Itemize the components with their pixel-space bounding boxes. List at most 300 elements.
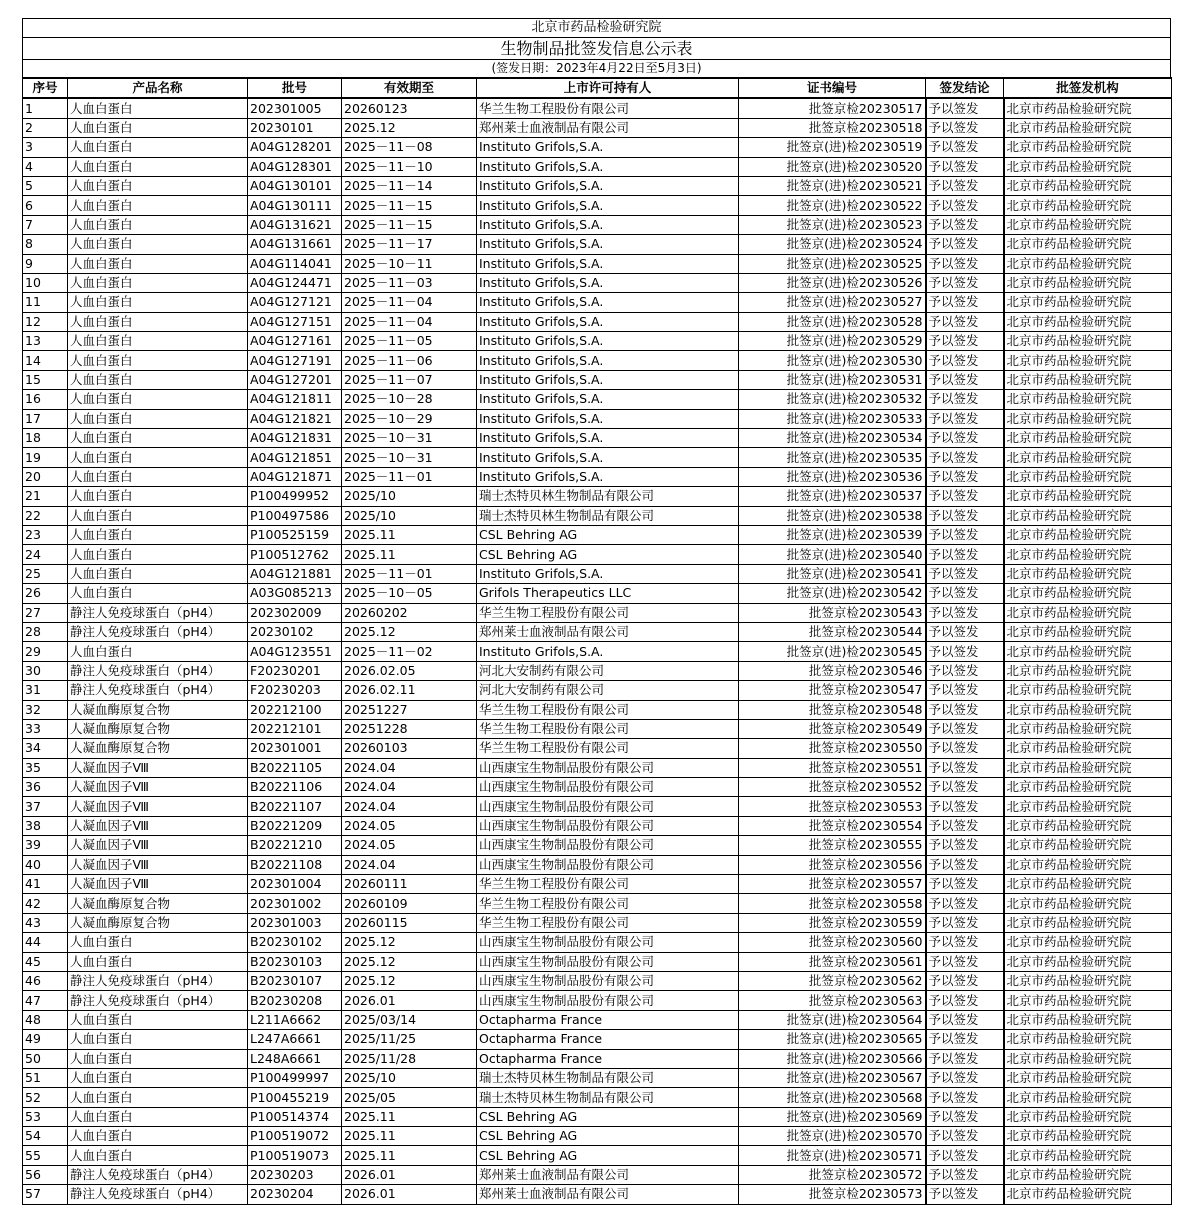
license-holder: Instituto Grifols,S.A. bbox=[477, 235, 739, 254]
table-row bbox=[23, 1049, 1172, 1068]
row-index: 11 bbox=[23, 293, 68, 312]
header-index: 序号 bbox=[23, 78, 68, 98]
certificate-number: 批签京检20230563 bbox=[739, 991, 926, 1010]
certificate-number: 批签京(进)检20230532 bbox=[739, 390, 926, 409]
release-agency: 北京市药品检验研究院 bbox=[1004, 1030, 1172, 1049]
table-row bbox=[23, 778, 1172, 797]
license-holder: 山西康宝生物制品股份有限公司 bbox=[477, 816, 739, 835]
row-index: 2 bbox=[23, 118, 68, 137]
release-conclusion: 予以签发 bbox=[926, 836, 1004, 855]
table-row bbox=[23, 332, 1172, 351]
table-row bbox=[23, 661, 1172, 680]
expiry-date: 2025－11－06 bbox=[342, 351, 477, 370]
batch-number: L211A6662 bbox=[248, 1010, 342, 1029]
row-index: 52 bbox=[23, 1088, 68, 1107]
release-agency: 北京市药品检验研究院 bbox=[1004, 1127, 1172, 1146]
table-row bbox=[23, 642, 1172, 661]
batch-number: A04G131661 bbox=[248, 235, 342, 254]
header-batch: 批号 bbox=[248, 78, 342, 98]
expiry-date: 20260123 bbox=[342, 98, 477, 118]
release-agency: 北京市药品检验研究院 bbox=[1004, 273, 1172, 292]
product-name: 人血白蛋白 bbox=[68, 293, 248, 312]
table-row bbox=[23, 429, 1172, 448]
row-index: 7 bbox=[23, 215, 68, 234]
row-index: 24 bbox=[23, 545, 68, 564]
batch-number: B20230208 bbox=[248, 991, 342, 1010]
license-holder: Instituto Grifols,S.A. bbox=[477, 312, 739, 331]
batch-number: 20230101 bbox=[248, 118, 342, 137]
certificate-number: 批签京(进)检20230540 bbox=[739, 545, 926, 564]
batch-number: A04G128201 bbox=[248, 138, 342, 157]
product-name: 人血白蛋白 bbox=[68, 584, 248, 603]
expiry-date: 20260115 bbox=[342, 913, 477, 932]
expiry-date: 2025/11/28 bbox=[342, 1049, 477, 1068]
release-conclusion: 予以签发 bbox=[926, 642, 1004, 661]
certificate-number: 批签京(进)检20230527 bbox=[739, 293, 926, 312]
license-holder: CSL Behring AG bbox=[477, 1146, 739, 1165]
certificate-number: 批签京(进)检20230528 bbox=[739, 312, 926, 331]
certificate-number: 批签京(进)检20230564 bbox=[739, 1010, 926, 1029]
expiry-date: 20251227 bbox=[342, 700, 477, 719]
release-conclusion: 予以签发 bbox=[926, 855, 1004, 874]
license-holder: CSL Behring AG bbox=[477, 1127, 739, 1146]
release-conclusion: 予以签发 bbox=[926, 1146, 1004, 1165]
table-row bbox=[23, 1146, 1172, 1165]
license-holder: Instituto Grifols,S.A. bbox=[477, 642, 739, 661]
product-name: 人凝血酶原复合物 bbox=[68, 700, 248, 719]
release-agency: 北京市药品检验研究院 bbox=[1004, 1049, 1172, 1068]
table-row bbox=[23, 875, 1172, 894]
product-name: 人血白蛋白 bbox=[68, 564, 248, 583]
row-index: 39 bbox=[23, 836, 68, 855]
batch-number: 202301003 bbox=[248, 913, 342, 932]
release-agency: 北京市药品检验研究院 bbox=[1004, 952, 1172, 971]
expiry-date: 2025.11 bbox=[342, 1127, 477, 1146]
row-index: 1 bbox=[23, 98, 68, 118]
table-row bbox=[23, 98, 1172, 118]
table-row bbox=[23, 273, 1172, 292]
batch-number: A04G127161 bbox=[248, 332, 342, 351]
table-row bbox=[23, 894, 1172, 913]
batch-number: 20230204 bbox=[248, 1185, 342, 1204]
release-conclusion: 予以签发 bbox=[926, 332, 1004, 351]
certificate-number: 批签京(进)检20230533 bbox=[739, 409, 926, 428]
release-conclusion: 予以签发 bbox=[926, 1030, 1004, 1049]
row-index: 25 bbox=[23, 564, 68, 583]
expiry-date: 2025－10－31 bbox=[342, 448, 477, 467]
expiry-date: 2025－11－04 bbox=[342, 293, 477, 312]
row-index: 18 bbox=[23, 429, 68, 448]
certificate-number: 批签京检20230555 bbox=[739, 836, 926, 855]
table-row bbox=[23, 952, 1172, 971]
expiry-date: 2025－11－04 bbox=[342, 312, 477, 331]
table-row bbox=[23, 1068, 1172, 1087]
batch-number: B20221107 bbox=[248, 797, 342, 816]
batch-number: B20221108 bbox=[248, 855, 342, 874]
row-index: 57 bbox=[23, 1185, 68, 1204]
license-holder: Instituto Grifols,S.A. bbox=[477, 176, 739, 195]
table-row bbox=[23, 836, 1172, 855]
release-conclusion: 予以签发 bbox=[926, 739, 1004, 758]
release-conclusion: 予以签发 bbox=[926, 933, 1004, 952]
row-index: 37 bbox=[23, 797, 68, 816]
expiry-date: 2025－11－17 bbox=[342, 235, 477, 254]
product-name: 人血白蛋白 bbox=[68, 467, 248, 486]
row-index: 15 bbox=[23, 370, 68, 389]
license-holder: 郑州莱士血液制品有限公司 bbox=[477, 622, 739, 641]
product-name: 人凝血因子Ⅷ bbox=[68, 836, 248, 855]
release-agency: 北京市药品检验研究院 bbox=[1004, 487, 1172, 506]
table-row bbox=[23, 390, 1172, 409]
release-agency: 北京市药品检验研究院 bbox=[1004, 293, 1172, 312]
batch-number: P100525159 bbox=[248, 525, 342, 544]
table-row bbox=[23, 816, 1172, 835]
certificate-number: 批签京检20230556 bbox=[739, 855, 926, 874]
product-name: 人血白蛋白 bbox=[68, 429, 248, 448]
release-conclusion: 予以签发 bbox=[926, 797, 1004, 816]
expiry-date: 20251228 bbox=[342, 719, 477, 738]
expiry-date: 2025/10 bbox=[342, 487, 477, 506]
batch-number: 202302009 bbox=[248, 603, 342, 622]
license-holder: 山西康宝生物制品股份有限公司 bbox=[477, 971, 739, 990]
certificate-number: 批签京(进)检20230531 bbox=[739, 370, 926, 389]
table-row bbox=[23, 118, 1172, 137]
expiry-date: 2025－11－02 bbox=[342, 642, 477, 661]
release-conclusion: 予以签发 bbox=[926, 622, 1004, 641]
license-holder: Instituto Grifols,S.A. bbox=[477, 332, 739, 351]
expiry-date: 20260111 bbox=[342, 875, 477, 894]
product-name: 人凝血酶原复合物 bbox=[68, 913, 248, 932]
expiry-date: 2024.04 bbox=[342, 778, 477, 797]
release-conclusion: 予以签发 bbox=[926, 564, 1004, 583]
product-name: 人凝血因子Ⅷ bbox=[68, 855, 248, 874]
product-name: 静注人免疫球蛋白（pH4） bbox=[68, 1185, 248, 1204]
product-name: 人血白蛋白 bbox=[68, 98, 248, 118]
product-name: 人血白蛋白 bbox=[68, 235, 248, 254]
table-row bbox=[23, 933, 1172, 952]
release-conclusion: 予以签发 bbox=[926, 138, 1004, 157]
certificate-number: 批签京检20230550 bbox=[739, 739, 926, 758]
release-conclusion: 予以签发 bbox=[926, 971, 1004, 990]
table-row bbox=[23, 681, 1172, 700]
product-name: 人血白蛋白 bbox=[68, 1049, 248, 1068]
row-index: 6 bbox=[23, 196, 68, 215]
row-index: 44 bbox=[23, 933, 68, 952]
expiry-date: 2025.12 bbox=[342, 118, 477, 137]
batch-number: A04G127191 bbox=[248, 351, 342, 370]
release-conclusion: 予以签发 bbox=[926, 584, 1004, 603]
table-row bbox=[23, 1010, 1172, 1029]
license-holder: 山西康宝生物制品股份有限公司 bbox=[477, 855, 739, 874]
row-index: 55 bbox=[23, 1146, 68, 1165]
expiry-date: 2026.01 bbox=[342, 1165, 477, 1184]
table-row bbox=[23, 448, 1172, 467]
row-index: 3 bbox=[23, 138, 68, 157]
header-conclusion: 签发结论 bbox=[926, 78, 1004, 98]
expiry-date: 2026.01 bbox=[342, 991, 477, 1010]
release-agency: 北京市药品检验研究院 bbox=[1004, 719, 1172, 738]
release-conclusion: 予以签发 bbox=[926, 952, 1004, 971]
table-row bbox=[23, 700, 1172, 719]
batch-number: B20230103 bbox=[248, 952, 342, 971]
certificate-number: 批签京检20230557 bbox=[739, 875, 926, 894]
release-conclusion: 予以签发 bbox=[926, 312, 1004, 331]
product-name: 人血白蛋白 bbox=[68, 176, 248, 195]
row-index: 54 bbox=[23, 1127, 68, 1146]
batch-number: P100519073 bbox=[248, 1146, 342, 1165]
certificate-number: 批签京检20230548 bbox=[739, 700, 926, 719]
license-holder: Instituto Grifols,S.A. bbox=[477, 467, 739, 486]
row-index: 16 bbox=[23, 390, 68, 409]
certificate-number: 批签京检20230573 bbox=[739, 1185, 926, 1204]
release-conclusion: 予以签发 bbox=[926, 118, 1004, 137]
batch-number: 202301005 bbox=[248, 98, 342, 118]
expiry-date: 2025－10－05 bbox=[342, 584, 477, 603]
row-index: 22 bbox=[23, 506, 68, 525]
table-row bbox=[23, 913, 1172, 932]
expiry-date: 20260109 bbox=[342, 894, 477, 913]
row-index: 33 bbox=[23, 719, 68, 738]
row-index: 26 bbox=[23, 584, 68, 603]
certificate-number: 批签京(进)检20230536 bbox=[739, 467, 926, 486]
release-conclusion: 予以签发 bbox=[926, 487, 1004, 506]
row-index: 50 bbox=[23, 1049, 68, 1068]
row-index: 35 bbox=[23, 758, 68, 777]
expiry-date: 2025－11－03 bbox=[342, 273, 477, 292]
release-agency: 北京市药品检验研究院 bbox=[1004, 700, 1172, 719]
certificate-number: 批签京(进)检20230520 bbox=[739, 157, 926, 176]
row-index: 5 bbox=[23, 176, 68, 195]
release-conclusion: 予以签发 bbox=[926, 506, 1004, 525]
license-holder: Instituto Grifols,S.A. bbox=[477, 370, 739, 389]
table-row bbox=[23, 603, 1172, 622]
issue-period: (签发日期：2023年4月22日至5月3日) bbox=[22, 59, 1171, 77]
batch-number: A04G124471 bbox=[248, 273, 342, 292]
expiry-date: 2024.04 bbox=[342, 855, 477, 874]
table-row bbox=[23, 1127, 1172, 1146]
table-row bbox=[23, 1030, 1172, 1049]
batch-number: A04G127151 bbox=[248, 312, 342, 331]
certificate-number: 批签京检20230562 bbox=[739, 971, 926, 990]
header-expiry: 有效期至 bbox=[342, 78, 477, 98]
expiry-date: 2025.11 bbox=[342, 1107, 477, 1126]
row-index: 29 bbox=[23, 642, 68, 661]
expiry-date: 2026.02.11 bbox=[342, 681, 477, 700]
release-notice-sheet bbox=[22, 18, 1171, 1205]
certificate-number: 批签京检20230554 bbox=[739, 816, 926, 835]
release-conclusion: 予以签发 bbox=[926, 157, 1004, 176]
row-index: 49 bbox=[23, 1030, 68, 1049]
certificate-number: 批签京(进)检20230529 bbox=[739, 332, 926, 351]
batch-number: P100499952 bbox=[248, 487, 342, 506]
batch-number: A04G114041 bbox=[248, 254, 342, 273]
product-name: 人血白蛋白 bbox=[68, 118, 248, 137]
license-holder: 郑州莱士血液制品有限公司 bbox=[477, 118, 739, 137]
release-conclusion: 予以签发 bbox=[926, 254, 1004, 273]
batch-number: 202301004 bbox=[248, 875, 342, 894]
release-conclusion: 予以签发 bbox=[926, 1010, 1004, 1029]
certificate-number: 批签京检20230552 bbox=[739, 778, 926, 797]
release-conclusion: 予以签发 bbox=[926, 545, 1004, 564]
product-name: 人血白蛋白 bbox=[68, 952, 248, 971]
release-agency: 北京市药品检验研究院 bbox=[1004, 661, 1172, 680]
table-row bbox=[23, 467, 1172, 486]
expiry-date: 2025－10－31 bbox=[342, 429, 477, 448]
license-holder: 瑞士杰特贝林生物制品有限公司 bbox=[477, 487, 739, 506]
table-row bbox=[23, 506, 1172, 525]
expiry-date: 2024.05 bbox=[342, 836, 477, 855]
license-holder: Instituto Grifols,S.A. bbox=[477, 138, 739, 157]
product-name: 静注人免疫球蛋白（pH4） bbox=[68, 603, 248, 622]
product-name: 静注人免疫球蛋白（pH4） bbox=[68, 1165, 248, 1184]
release-conclusion: 予以签发 bbox=[926, 293, 1004, 312]
expiry-date: 2026.01 bbox=[342, 1185, 477, 1204]
release-conclusion: 予以签发 bbox=[926, 215, 1004, 234]
license-holder: Instituto Grifols,S.A. bbox=[477, 409, 739, 428]
row-index: 43 bbox=[23, 913, 68, 932]
expiry-date: 2025.12 bbox=[342, 933, 477, 952]
release-agency: 北京市药品检验研究院 bbox=[1004, 351, 1172, 370]
release-agency: 北京市药品检验研究院 bbox=[1004, 933, 1172, 952]
product-name: 人血白蛋白 bbox=[68, 1127, 248, 1146]
expiry-date: 2024.04 bbox=[342, 758, 477, 777]
certificate-number: 批签京检20230551 bbox=[739, 758, 926, 777]
release-conclusion: 予以签发 bbox=[926, 390, 1004, 409]
license-holder: 华兰生物工程股份有限公司 bbox=[477, 894, 739, 913]
certificate-number: 批签京(进)检20230566 bbox=[739, 1049, 926, 1068]
row-index: 20 bbox=[23, 467, 68, 486]
release-conclusion: 予以签发 bbox=[926, 875, 1004, 894]
table-body bbox=[23, 98, 1172, 1204]
release-agency: 北京市药品检验研究院 bbox=[1004, 525, 1172, 544]
release-conclusion: 予以签发 bbox=[926, 700, 1004, 719]
table-row bbox=[23, 545, 1172, 564]
certificate-number: 批签京(进)检20230523 bbox=[739, 215, 926, 234]
expiry-date: 2024.05 bbox=[342, 816, 477, 835]
row-index: 19 bbox=[23, 448, 68, 467]
license-holder: 郑州莱士血液制品有限公司 bbox=[477, 1165, 739, 1184]
release-conclusion: 予以签发 bbox=[926, 448, 1004, 467]
batch-number: P100455219 bbox=[248, 1088, 342, 1107]
expiry-date: 2025－10－11 bbox=[342, 254, 477, 273]
license-holder: CSL Behring AG bbox=[477, 1107, 739, 1126]
expiry-date: 2025.12 bbox=[342, 622, 477, 641]
table-row bbox=[23, 739, 1172, 758]
license-holder: 华兰生物工程股份有限公司 bbox=[477, 98, 739, 118]
batch-number: A04G131621 bbox=[248, 215, 342, 234]
batch-number: A04G127121 bbox=[248, 293, 342, 312]
batch-number: P100519072 bbox=[248, 1127, 342, 1146]
expiry-date: 2025/10 bbox=[342, 506, 477, 525]
product-name: 人凝血因子Ⅷ bbox=[68, 758, 248, 777]
release-table bbox=[22, 77, 1172, 1205]
batch-number: B20221105 bbox=[248, 758, 342, 777]
license-holder: Instituto Grifols,S.A. bbox=[477, 293, 739, 312]
batch-number: B20221209 bbox=[248, 816, 342, 835]
table-row bbox=[23, 138, 1172, 157]
table-row bbox=[23, 157, 1172, 176]
release-agency: 北京市药品检验研究院 bbox=[1004, 971, 1172, 990]
release-agency: 北京市药品检验研究院 bbox=[1004, 797, 1172, 816]
license-holder: Instituto Grifols,S.A. bbox=[477, 564, 739, 583]
expiry-date: 2025.11 bbox=[342, 525, 477, 544]
row-index: 9 bbox=[23, 254, 68, 273]
batch-number: A04G121811 bbox=[248, 390, 342, 409]
batch-number: P100512762 bbox=[248, 545, 342, 564]
license-holder: Instituto Grifols,S.A. bbox=[477, 273, 739, 292]
release-agency: 北京市药品检验研究院 bbox=[1004, 176, 1172, 195]
certificate-number: 批签京(进)检20230524 bbox=[739, 235, 926, 254]
certificate-number: 批签京(进)检20230522 bbox=[739, 196, 926, 215]
organization-name: 北京市药品检验研究院 bbox=[22, 18, 1171, 37]
release-agency: 北京市药品检验研究院 bbox=[1004, 235, 1172, 254]
batch-number: F20230201 bbox=[248, 661, 342, 680]
batch-number: B20221106 bbox=[248, 778, 342, 797]
batch-number: P100497586 bbox=[248, 506, 342, 525]
product-name: 人凝血因子Ⅷ bbox=[68, 816, 248, 835]
table-row bbox=[23, 312, 1172, 331]
release-conclusion: 予以签发 bbox=[926, 778, 1004, 797]
batch-number: B20230102 bbox=[248, 933, 342, 952]
batch-number: A04G121851 bbox=[248, 448, 342, 467]
certificate-number: 批签京(进)检20230568 bbox=[739, 1088, 926, 1107]
release-agency: 北京市药品检验研究院 bbox=[1004, 312, 1172, 331]
expiry-date: 20260202 bbox=[342, 603, 477, 622]
release-agency: 北京市药品检验研究院 bbox=[1004, 370, 1172, 389]
header-certificate: 证书编号 bbox=[739, 78, 926, 98]
license-holder: 河北大安制药有限公司 bbox=[477, 661, 739, 680]
release-agency: 北京市药品检验研究院 bbox=[1004, 913, 1172, 932]
table-row bbox=[23, 196, 1172, 215]
release-agency: 北京市药品检验研究院 bbox=[1004, 448, 1172, 467]
expiry-date: 2025.11 bbox=[342, 1146, 477, 1165]
release-agency: 北京市药品检验研究院 bbox=[1004, 332, 1172, 351]
product-name: 人血白蛋白 bbox=[68, 273, 248, 292]
product-name: 人血白蛋白 bbox=[68, 545, 248, 564]
release-conclusion: 予以签发 bbox=[926, 98, 1004, 118]
expiry-date: 2025－11－14 bbox=[342, 176, 477, 195]
expiry-date: 2025－11－07 bbox=[342, 370, 477, 389]
license-holder: CSL Behring AG bbox=[477, 525, 739, 544]
batch-number: B20221210 bbox=[248, 836, 342, 855]
product-name: 静注人免疫球蛋白（pH4） bbox=[68, 991, 248, 1010]
batch-number: A04G128301 bbox=[248, 157, 342, 176]
product-name: 人凝血因子Ⅷ bbox=[68, 797, 248, 816]
release-conclusion: 予以签发 bbox=[926, 409, 1004, 428]
product-name: 人血白蛋白 bbox=[68, 448, 248, 467]
row-index: 17 bbox=[23, 409, 68, 428]
license-holder: Instituto Grifols,S.A. bbox=[477, 215, 739, 234]
release-conclusion: 予以签发 bbox=[926, 525, 1004, 544]
certificate-number: 批签京检20230547 bbox=[739, 681, 926, 700]
certificate-number: 批签京(进)检20230539 bbox=[739, 525, 926, 544]
release-conclusion: 予以签发 bbox=[926, 603, 1004, 622]
header-holder: 上市许可持有人 bbox=[477, 78, 739, 98]
expiry-date: 2025/11/25 bbox=[342, 1030, 477, 1049]
release-agency: 北京市药品检验研究院 bbox=[1004, 991, 1172, 1010]
release-agency: 北京市药品检验研究院 bbox=[1004, 138, 1172, 157]
table-row bbox=[23, 758, 1172, 777]
row-index: 4 bbox=[23, 157, 68, 176]
row-index: 23 bbox=[23, 525, 68, 544]
release-conclusion: 予以签发 bbox=[926, 1068, 1004, 1087]
license-holder: Instituto Grifols,S.A. bbox=[477, 351, 739, 370]
batch-number: 202301001 bbox=[248, 739, 342, 758]
row-index: 21 bbox=[23, 487, 68, 506]
release-agency: 北京市药品检验研究院 bbox=[1004, 1088, 1172, 1107]
batch-number: 20230102 bbox=[248, 622, 342, 641]
expiry-date: 2025.11 bbox=[342, 545, 477, 564]
